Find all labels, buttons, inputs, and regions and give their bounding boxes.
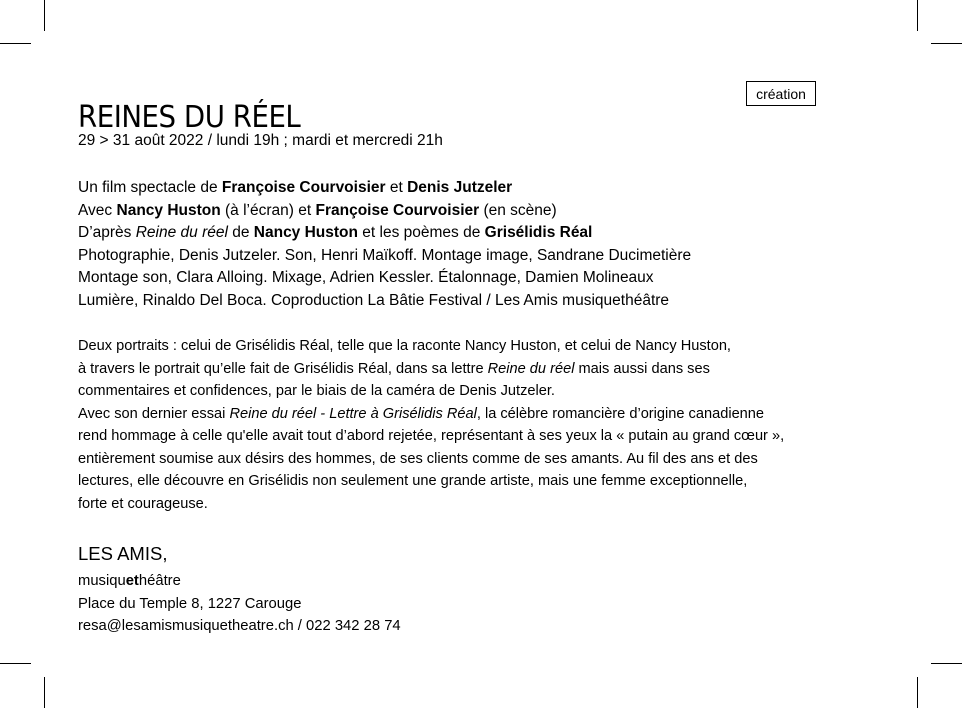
creation-badge: création — [746, 81, 816, 106]
description-line-2 — [78, 358, 784, 381]
crop-mark-bottom-left-vertical — [44, 677, 45, 708]
credits-text: Avec — [78, 201, 117, 219]
credits-text: de — [227, 224, 254, 241]
credits-line-1 — [78, 177, 691, 200]
crop-mark-top-left-vertical — [44, 0, 45, 31]
organization-contact: resa@lesamismusiquetheatre.ch / 022 342 28 74 — [78, 618, 401, 634]
crop-mark-bottom-left-horizontal — [0, 663, 31, 664]
credits-name: Françoise Courvoisier — [315, 201, 480, 219]
organization-logo-text — [78, 570, 401, 593]
description-line-7: lectures, elle découvre en Grisélidis non seulement une grande artiste, mais une femme exceptionnelle, — [78, 473, 748, 489]
credits-block — [78, 177, 691, 312]
credits-line-4: Photographie, Denis Jutzeler. Son, Henri Maïkoff. Montage image, Sandrane Ducimetière — [78, 246, 692, 264]
organization-name: LES AMIS, — [78, 543, 168, 564]
logo-part-bold: et — [125, 573, 139, 589]
description-text: Avec son dernier essai — [78, 405, 230, 422]
credits-name: Nancy Huston — [116, 201, 221, 219]
credits-line-6: Lumière, Rinaldo Del Boca. Coproduction La Bâtie Festival / Les Amis musiquethéâtre — [78, 291, 670, 309]
credits-name: Grisélidis Réal — [484, 224, 593, 241]
credits-text: et les poèmes de — [358, 224, 485, 241]
description-line-4 — [78, 403, 784, 426]
crop-mark-bottom-right-vertical — [917, 677, 918, 708]
description-text: à travers le portrait qu’elle fait de Grisélidis Réal, dans sa lettre — [78, 360, 488, 377]
credits-line-2 — [78, 200, 691, 223]
logo-part: musiqu — [78, 573, 126, 589]
description-line-5: rend hommage à celle qu'elle avait tout d’abord rejetée, représentant à ses yeux la « putain au grand cœur », — [78, 428, 785, 444]
description-line-8: forte et courageuse. — [78, 495, 208, 512]
credits-text: Un film spectacle de — [78, 179, 222, 196]
page-title: REINES DU RÉEL — [78, 100, 301, 136]
description-text: , la célèbre romancière d’origine canadienne — [476, 405, 765, 422]
description-work-title: Reine du réel - Lettre à Grisélidis Réal — [229, 405, 477, 422]
credits-text: (à l’écran) et — [220, 201, 316, 219]
credits-text: et — [385, 179, 408, 196]
credits-name: Françoise Courvoisier — [221, 179, 386, 196]
organization-address: Place du Temple 8, 1227 Carouge — [78, 595, 302, 612]
credits-line-3 — [78, 222, 691, 245]
crop-mark-top-left-horizontal — [0, 43, 31, 44]
logo-part: héâtre — [138, 573, 181, 589]
crop-mark-bottom-right-horizontal — [931, 663, 962, 664]
credits-text: D’après — [78, 224, 136, 241]
credits-name: Nancy Huston — [253, 224, 358, 241]
description-line-6: entièrement soumise aux désirs des hommes, de ses clients comme de ses amants. Au fil des ans et des — [78, 450, 758, 467]
credits-text: (en scène) — [479, 201, 557, 219]
credits-line-5: Montage son, Clara Alloing. Mixage, Adrien Kessler. Étalonnage, Damien Molineaux — [78, 269, 654, 286]
crop-mark-top-right-vertical — [917, 0, 918, 31]
credits-name: Denis Jutzeler — [407, 179, 513, 196]
description-block — [78, 335, 784, 515]
performance-dates: 29 > 31 août 2022 / lundi 19h ; mardi et mercredi 21h — [78, 132, 443, 149]
description-line-3: commentaires et confidences, par le biais de la caméra de Denis Jutzeler. — [78, 383, 555, 399]
description-line-1: Deux portraits : celui de Grisélidis Réal, telle que la raconte Nancy Huston, et celui de Nancy Huston, — [78, 338, 731, 354]
description-text: mais aussi dans ses — [574, 360, 710, 377]
crop-mark-top-right-horizontal — [931, 43, 962, 44]
contact-block — [78, 570, 401, 638]
credits-work-title: Reine du réel — [135, 224, 228, 241]
description-work-title: Reine du réel — [487, 360, 575, 377]
